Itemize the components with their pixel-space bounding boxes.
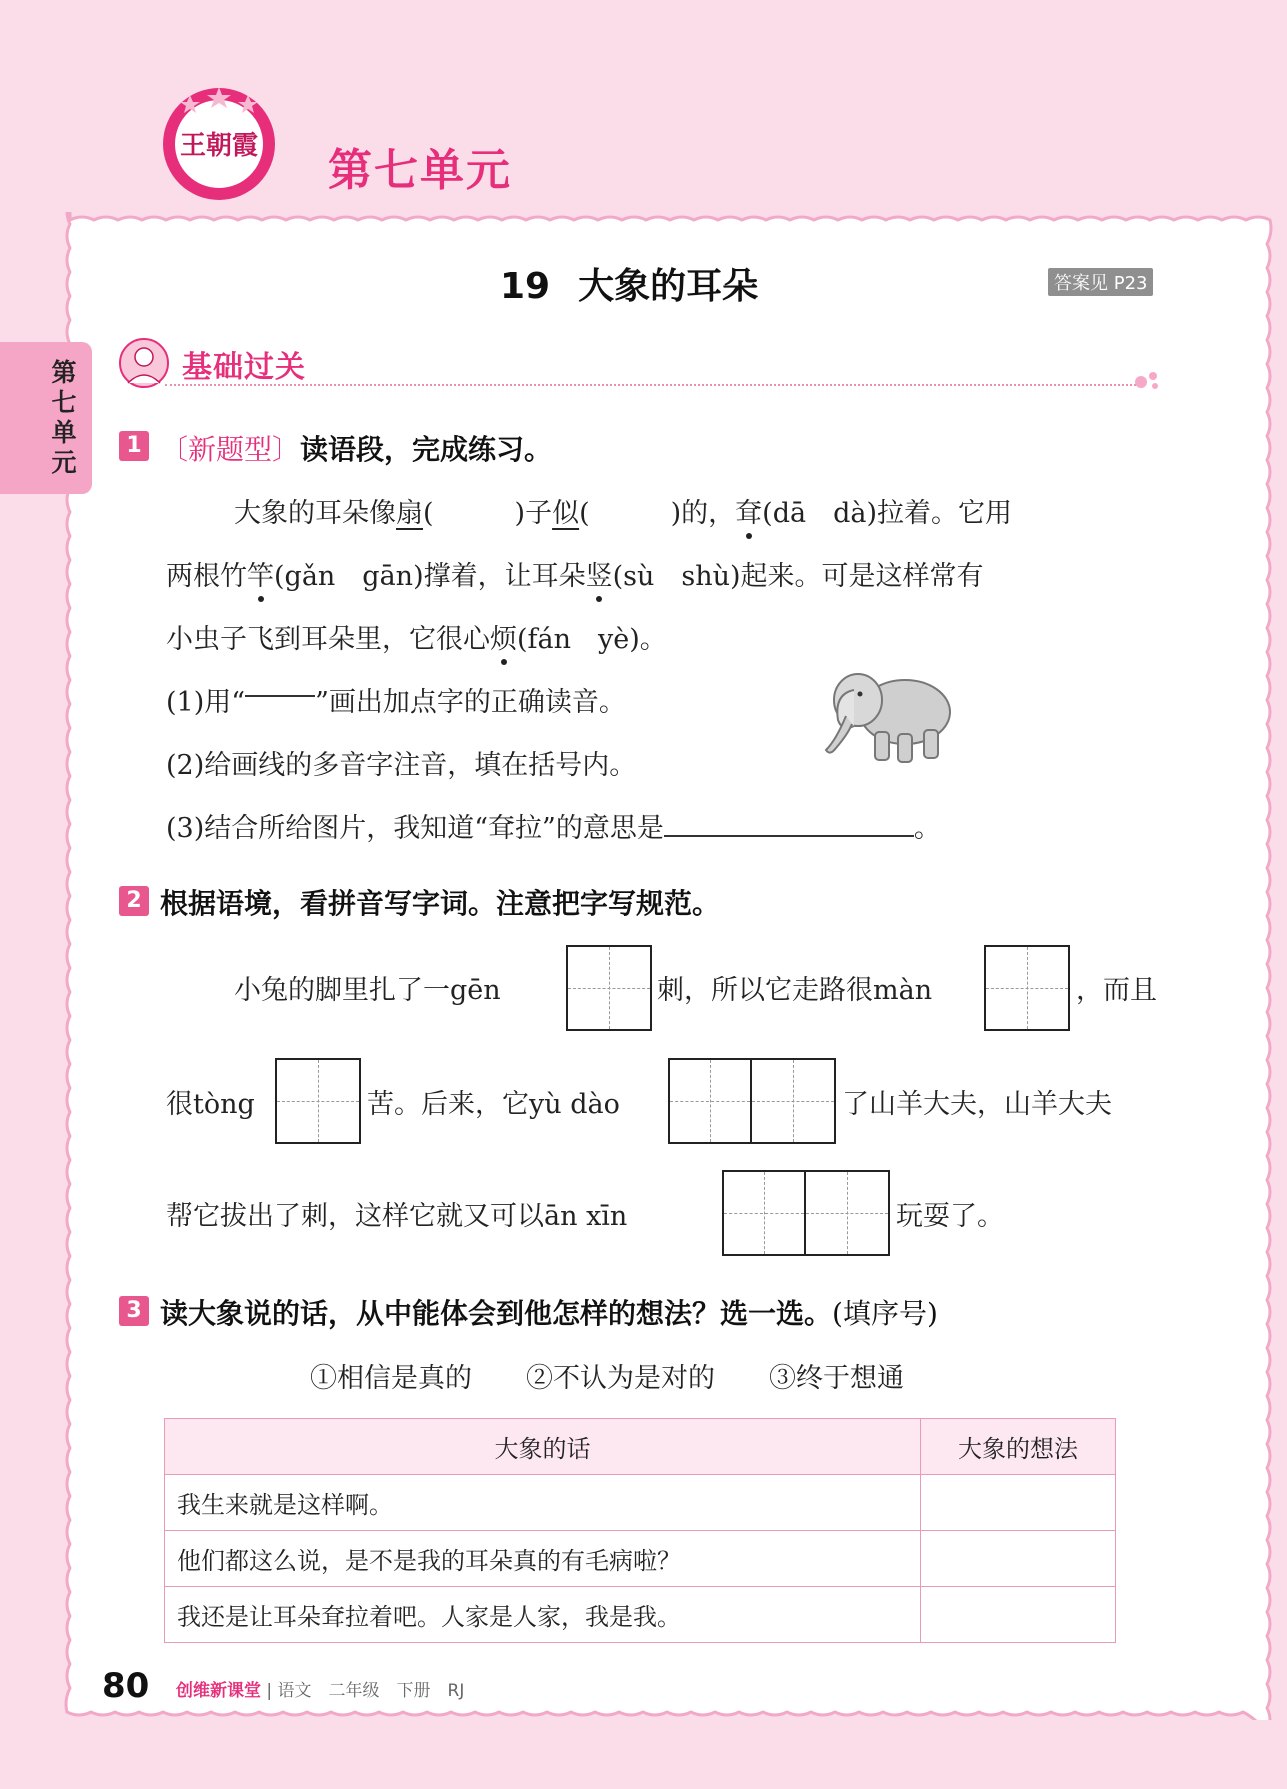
section-title: 基础过关 (182, 350, 306, 385)
answer-blank[interactable]: ( )子 (423, 498, 553, 529)
pinyin-row-3-text-a: 帮它拔出了刺，这样它就又可以ān xīn (166, 1201, 628, 1232)
table-cell-words: 他们都这么说，是不是我的耳朵真的有毛病啦？ (165, 1531, 921, 1587)
pinyin-row-1-text-b: 刺，所以它走路很màn (657, 975, 933, 1006)
pinyin-row-3-text-b: 玩耍了。 (896, 1201, 1004, 1232)
passage-line-2: 两根竹竿(gǎn gān)撑着，让耳朵竖(sù shù)起来。可是这样常有 (166, 554, 984, 593)
question-title (160, 1292, 938, 1332)
table-cell-answer[interactable] (921, 1587, 1116, 1643)
pinyin-row-2-text-a: 很tòng (166, 1089, 255, 1120)
pinyin-choice[interactable]: (fán yè)。 (517, 624, 667, 655)
table-cell-words: 我还是让耳朵耷拉着吧。人家是人家，我是我。 (165, 1587, 921, 1643)
footer-info: 创维新课堂 | 语文 二年级 下册 RJ (176, 1681, 465, 1701)
new-type-badge: 〔新题型〕 (160, 433, 301, 466)
table-header-thoughts: 大象的想法 (921, 1419, 1116, 1475)
answer-table (164, 1418, 1116, 1643)
pinyin-row-1-text-a: 小兔的脚里扎了一gēn (234, 975, 501, 1006)
question-number: 3 (119, 1296, 149, 1326)
sub-question-3: (3)结合所给图片，我知道“耷拉”的意思是 。 (166, 813, 941, 844)
side-tab-label: 第七单元 (51, 358, 77, 477)
answer-reference-badge: 答案见 P23 (1048, 268, 1153, 296)
section-divider (165, 384, 1140, 386)
dotted-char: 竖 (586, 554, 613, 593)
dotted-char: 竿 (247, 554, 274, 593)
table-cell-answer[interactable] (921, 1531, 1116, 1587)
elephant-illustration (820, 660, 960, 768)
passage-line-3: 小虫子飞到耳朵里，它很心烦(fán yè)。 (166, 617, 667, 656)
publisher-logo (160, 85, 278, 203)
table-row (165, 1587, 1116, 1643)
question-title-text: 读语段，完成练习。 (300, 433, 553, 466)
writing-grid-yudao[interactable] (668, 1058, 836, 1144)
answer-blank[interactable]: ( )的， (579, 498, 736, 529)
question-title-note: (填序号) (832, 1297, 938, 1330)
sub-question-2: (2)给画线的多音字注音，填在括号内。 (166, 750, 637, 781)
footer-subject: 语文 二年级 下册 RJ (277, 1681, 465, 1701)
writing-grid-gen[interactable] (566, 945, 652, 1031)
question-title-text: 读大象说的话，从中能体会到他怎样的想法？选一选。 (160, 1297, 833, 1330)
table-cell-words: 我生来就是这样啊。 (165, 1475, 921, 1531)
table-header-row (165, 1419, 1116, 1475)
question-title: 根据语境，看拼音写字词。注意把字写规范。 (160, 887, 721, 920)
table-cell-answer[interactable] (921, 1475, 1116, 1531)
polyphone-char: 扇 (396, 498, 423, 529)
table-header-words: 大象的话 (165, 1419, 921, 1475)
question-number: 1 (119, 431, 149, 461)
writing-grid-man[interactable] (984, 945, 1070, 1031)
pinyin-choice[interactable]: (dā dà)拉着。它用 (762, 498, 1012, 529)
underline-sample (245, 695, 315, 697)
writing-grid-tong[interactable] (275, 1058, 361, 1144)
table-row (165, 1475, 1116, 1531)
writing-grid-anxin[interactable] (722, 1170, 890, 1256)
page-number: 80 (102, 1666, 150, 1706)
pinyin-row-2-text-c: 了山羊大夫，山羊大夫 (842, 1089, 1112, 1120)
options-list: ①相信是真的 ②不认为是对的 ③终于想通 (310, 1363, 904, 1394)
pinyin-choice[interactable]: (gǎn gān)撑着，让耳朵 (274, 561, 586, 592)
pinyin-row-2-text-b: 苦。后来，它yù dào (367, 1089, 620, 1120)
unit-title: 第七单元 (328, 145, 512, 196)
dotted-char: 烦 (490, 617, 517, 656)
passage-line-1: 大象的耳朵像扇( )子似( )的，耷(dā dà)拉着。它用 (234, 491, 1012, 530)
logo-text: 王朝霞 (180, 131, 259, 161)
footer-brand: 创维新课堂 (176, 1681, 261, 1701)
pinyin-row-1-text-c: ，而且 (1076, 975, 1157, 1006)
question-title (160, 428, 552, 468)
pinyin-choice[interactable]: (sù shù)起来。可是这样常有 (612, 561, 984, 592)
teacher-avatar-icon (118, 337, 170, 389)
question-number: 2 (119, 886, 149, 916)
decorative-dots-icon (1133, 368, 1163, 390)
answer-line[interactable] (664, 835, 914, 837)
lesson-title (500, 258, 758, 309)
polyphone-char: 似 (552, 498, 580, 529)
table-row (165, 1531, 1116, 1587)
lesson-number: 19 (500, 266, 551, 307)
lesson-name: 大象的耳朵 (578, 266, 759, 307)
sub-question-1: (1)用“ ”画出加点字的正确读音。 (166, 687, 626, 718)
dotted-char: 耷 (735, 491, 762, 530)
